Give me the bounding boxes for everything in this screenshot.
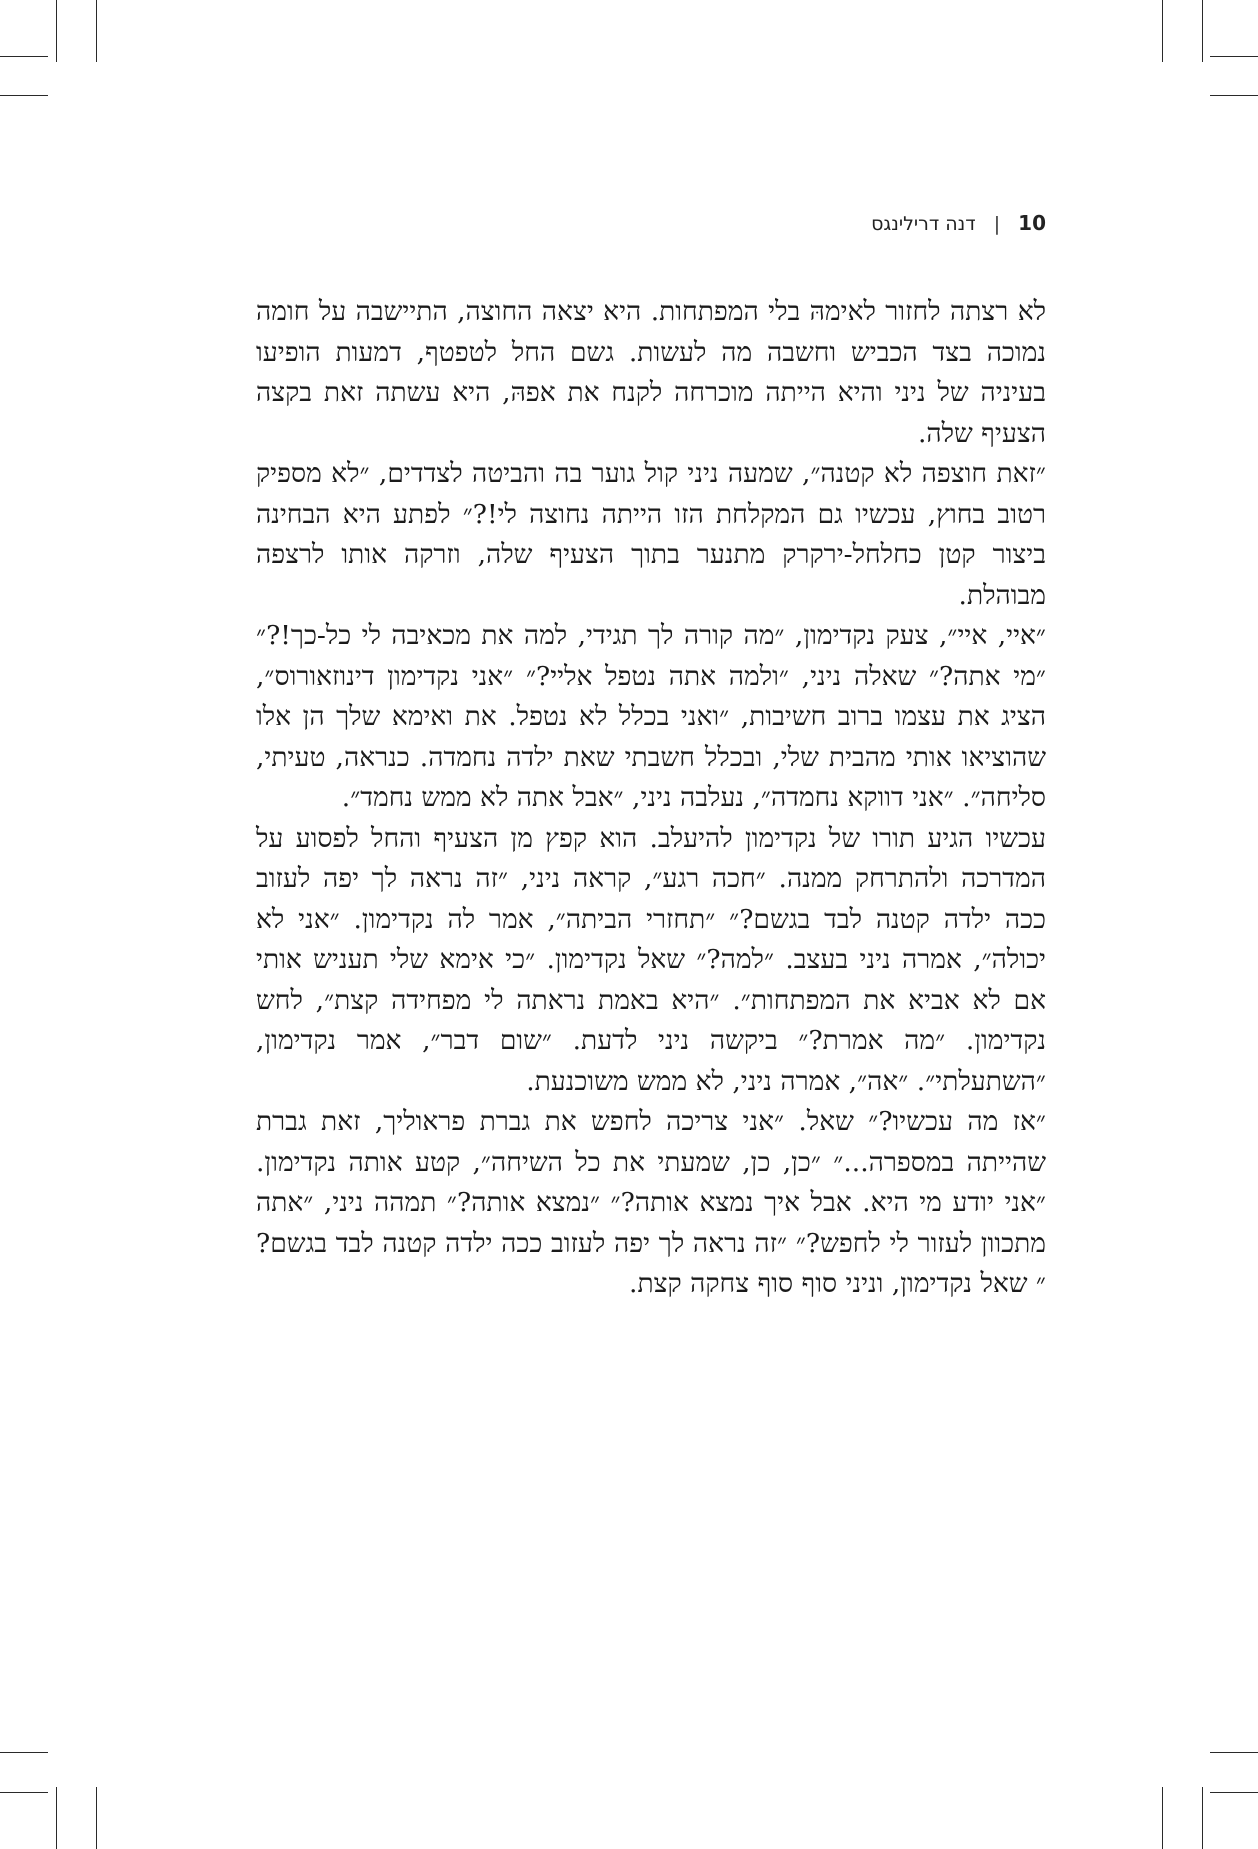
paragraph-1: לא רצתה לחזור לאימהּ בלי המפתחות. היא יצאה החוצה, התיישבה על חומה נמוכה בצד הכביש וחשבה מה לעשות. גשם החל לטפטף, דמעות הופיעו בעיניה של ניני והיא הייתה מוכרחה לקנח את אפהּ, היא עשתה זאת בקצה הצעיף שלה. [256, 296, 1046, 449]
crop-mark-top-right-horizontal-inner [1210, 95, 1258, 96]
paragraph-2: ״זאת חוצפה לא קטנה״, שמעה ניני קול גוער בה והביטה לצדדים, ״לא מספיק רטוב בחוץ, עכשיו גם המקלחת הזו הייתה נחוצה לי!?״ לפתע היא הבחינה ביצור קטן כחלחל-ירקרק מתנער בתוך הצעיף שלה, וזרקה אותו לרצפה מבוהלת. [256, 458, 1046, 611]
crop-mark-bottom-right-vertical [1162, 1787, 1163, 1849]
crop-mark-top-left-horizontal-inner [0, 56, 48, 57]
running-head [256, 210, 1046, 237]
crop-mark-top-right-vertical [1162, 0, 1163, 62]
crop-mark-bottom-right-horizontal [1210, 1752, 1258, 1753]
crop-mark-top-left-horizontal [0, 95, 48, 96]
crop-mark-bottom-left-vertical [56, 1787, 57, 1849]
crop-mark-top-right-vertical-inner [1202, 0, 1203, 62]
crop-mark-top-left-vertical [56, 0, 57, 62]
page-number: 10 [1018, 211, 1046, 235]
header-separator: | [993, 213, 1001, 235]
crop-mark-bottom-left-vertical-inner [96, 1787, 97, 1849]
paragraph-3: ״איי, איי״, צעק נקדימון, ״מה קורה לך תגידי, למה את מכאיבה לי כל-כך!?״ ״מי אתה?״ שאלה ניני, ״ולמה אתה נטפל אליי?״ ״אני נקדימון דינוזאורוס״, הציג את עצמו ברוב חשיבות, ״ואני בכלל לא נטפל. את ואימא שלך הן אלו שהוציאו אותי מהבית שלי, ובכלל חשבתי שאת ילדה נחמדה. כנראה, טעיתי, סליחה״. ״אני דווקא נחמדה״, נעלבה ניני, ״אבל אתה לא ממש נחמד״. [256, 620, 1046, 813]
crop-mark-top-right-horizontal [1210, 56, 1258, 57]
crop-mark-bottom-left-horizontal [0, 1752, 48, 1753]
paragraph-5: ״אז מה עכשיו?״ שאל. ״אני צריכה לחפש את גברת פראוליך, זאת גברת שהייתה במספרה...״ ״כן, כן, שמעתי את כל השיחה״, קטע אותה נקדימון. ״אני יודע מי היא. אבל איך נמצא אותה?״ ״נמצא אותה?״ תמהה ניני, ״אתה מתכוון לעזור לי לחפש?״ ״זה נראה לך יפה לעזוב ככה ילדה קטנה לבד בגשם?״ שאל נקדימון, וניני סוף סוף צחקה קצת. [256, 1106, 1046, 1299]
body-text [256, 292, 1046, 1305]
author-name: דנה דרילינגס [871, 213, 976, 235]
crop-mark-bottom-left-horizontal-inner [0, 1792, 48, 1793]
crop-mark-bottom-right-vertical-inner [1202, 1787, 1203, 1849]
paragraph-4: עכשיו הגיע תורו של נקדימון להיעלב. הוא קפץ מן הצעיף והחל לפסוע על המדרכה ולהתרחק ממנה. ״חכה רגע״, קראה ניני, ״זה נראה לך יפה לעזוב ככה ילדה קטנה לבד בגשם?״ ״תחזרי הביתה״, אמר לה נקדימון. ״אני לא יכולה״, אמרה ניני בעצב. ״למה?״ שאל נקדימון. ״כי אימא שלי תעניש אותי אם לא אביא את המפתחות״. ״היא באמת נראתה לי מפחידה קצת״, לחש נקדימון. ״מה אמרת?״ ביקשה ניני לדעת. ״שום דבר״, אמר נקדימון, ״השתעלתי״. ״אה״, אמרה ניני, לא ממש משוכנעת. [256, 822, 1046, 1097]
crop-mark-top-left-vertical-inner [96, 0, 97, 62]
crop-mark-bottom-right-horizontal-inner [1210, 1792, 1258, 1793]
